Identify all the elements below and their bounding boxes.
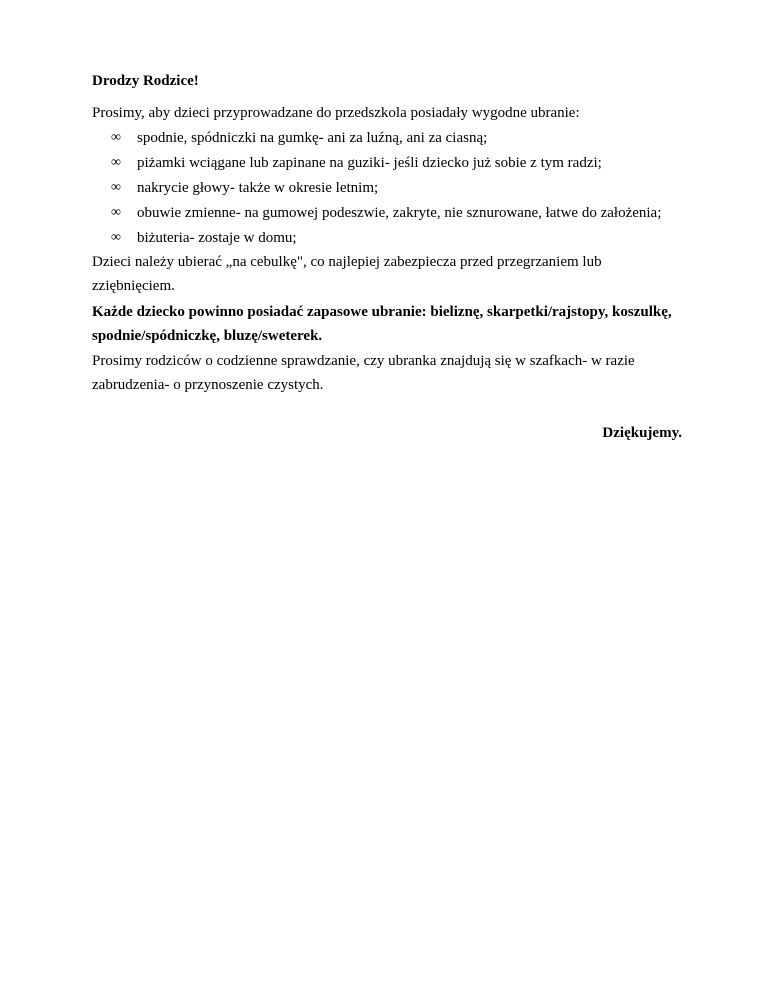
list-item-text: biżuteria- zostaje w domu; (137, 230, 297, 246)
clothing-list (92, 126, 682, 250)
list-item (92, 226, 682, 250)
list-item (92, 201, 682, 225)
list-item (92, 151, 682, 175)
infinity-bullet-icon: ∞ (111, 130, 121, 145)
list-item-text: nakrycie głowy- także w okresie letnim; (137, 180, 379, 196)
infinity-bullet-icon: ∞ (111, 180, 121, 195)
list-item-text: spodnie, spódniczki na gumkę- ani za luźną, ani za ciasną; (137, 130, 488, 146)
list-item (92, 176, 682, 200)
infinity-bullet-icon: ∞ (111, 205, 121, 220)
spare-clothes-paragraph: Każde dziecko powinno posiadać zapasowe ubranie: bieliznę, skarpetki/rajstopy, koszulkę, spodnie/spódniczkę, bluzę/sweterek. (92, 304, 672, 344)
infinity-bullet-icon: ∞ (111, 155, 121, 170)
list-item-text: obuwie zmienne- na gumowej podeszwie, zakryte, nie sznurowane, łatwe do założenia; (137, 205, 662, 221)
closing-signoff: Dziękujemy. (602, 425, 682, 441)
infinity-bullet-icon: ∞ (111, 230, 121, 245)
request-paragraph: Prosimy rodziców o codzienne sprawdzanie, czy ubranka znajdują się w szafkach- w razie zabrudzenia- o przynoszenie czystych. (92, 353, 635, 393)
list-item (92, 126, 682, 150)
dressing-note-paragraph: Dzieci należy ubierać „na cebulkę", co najlepiej zabezpiecza przed przegrzaniem lub zziębnięciem. (92, 254, 602, 294)
intro-paragraph: Prosimy, aby dzieci przyprowadzane do przedszkola posiadały wygodne ubranie: (92, 105, 580, 121)
greeting-heading: Drodzy Rodzice! (92, 73, 199, 89)
letter-page (92, 69, 682, 445)
list-item-text: piżamki wciągane lub zapinane na guziki- jeśli dziecko już sobie z tym radzi; (137, 155, 602, 171)
